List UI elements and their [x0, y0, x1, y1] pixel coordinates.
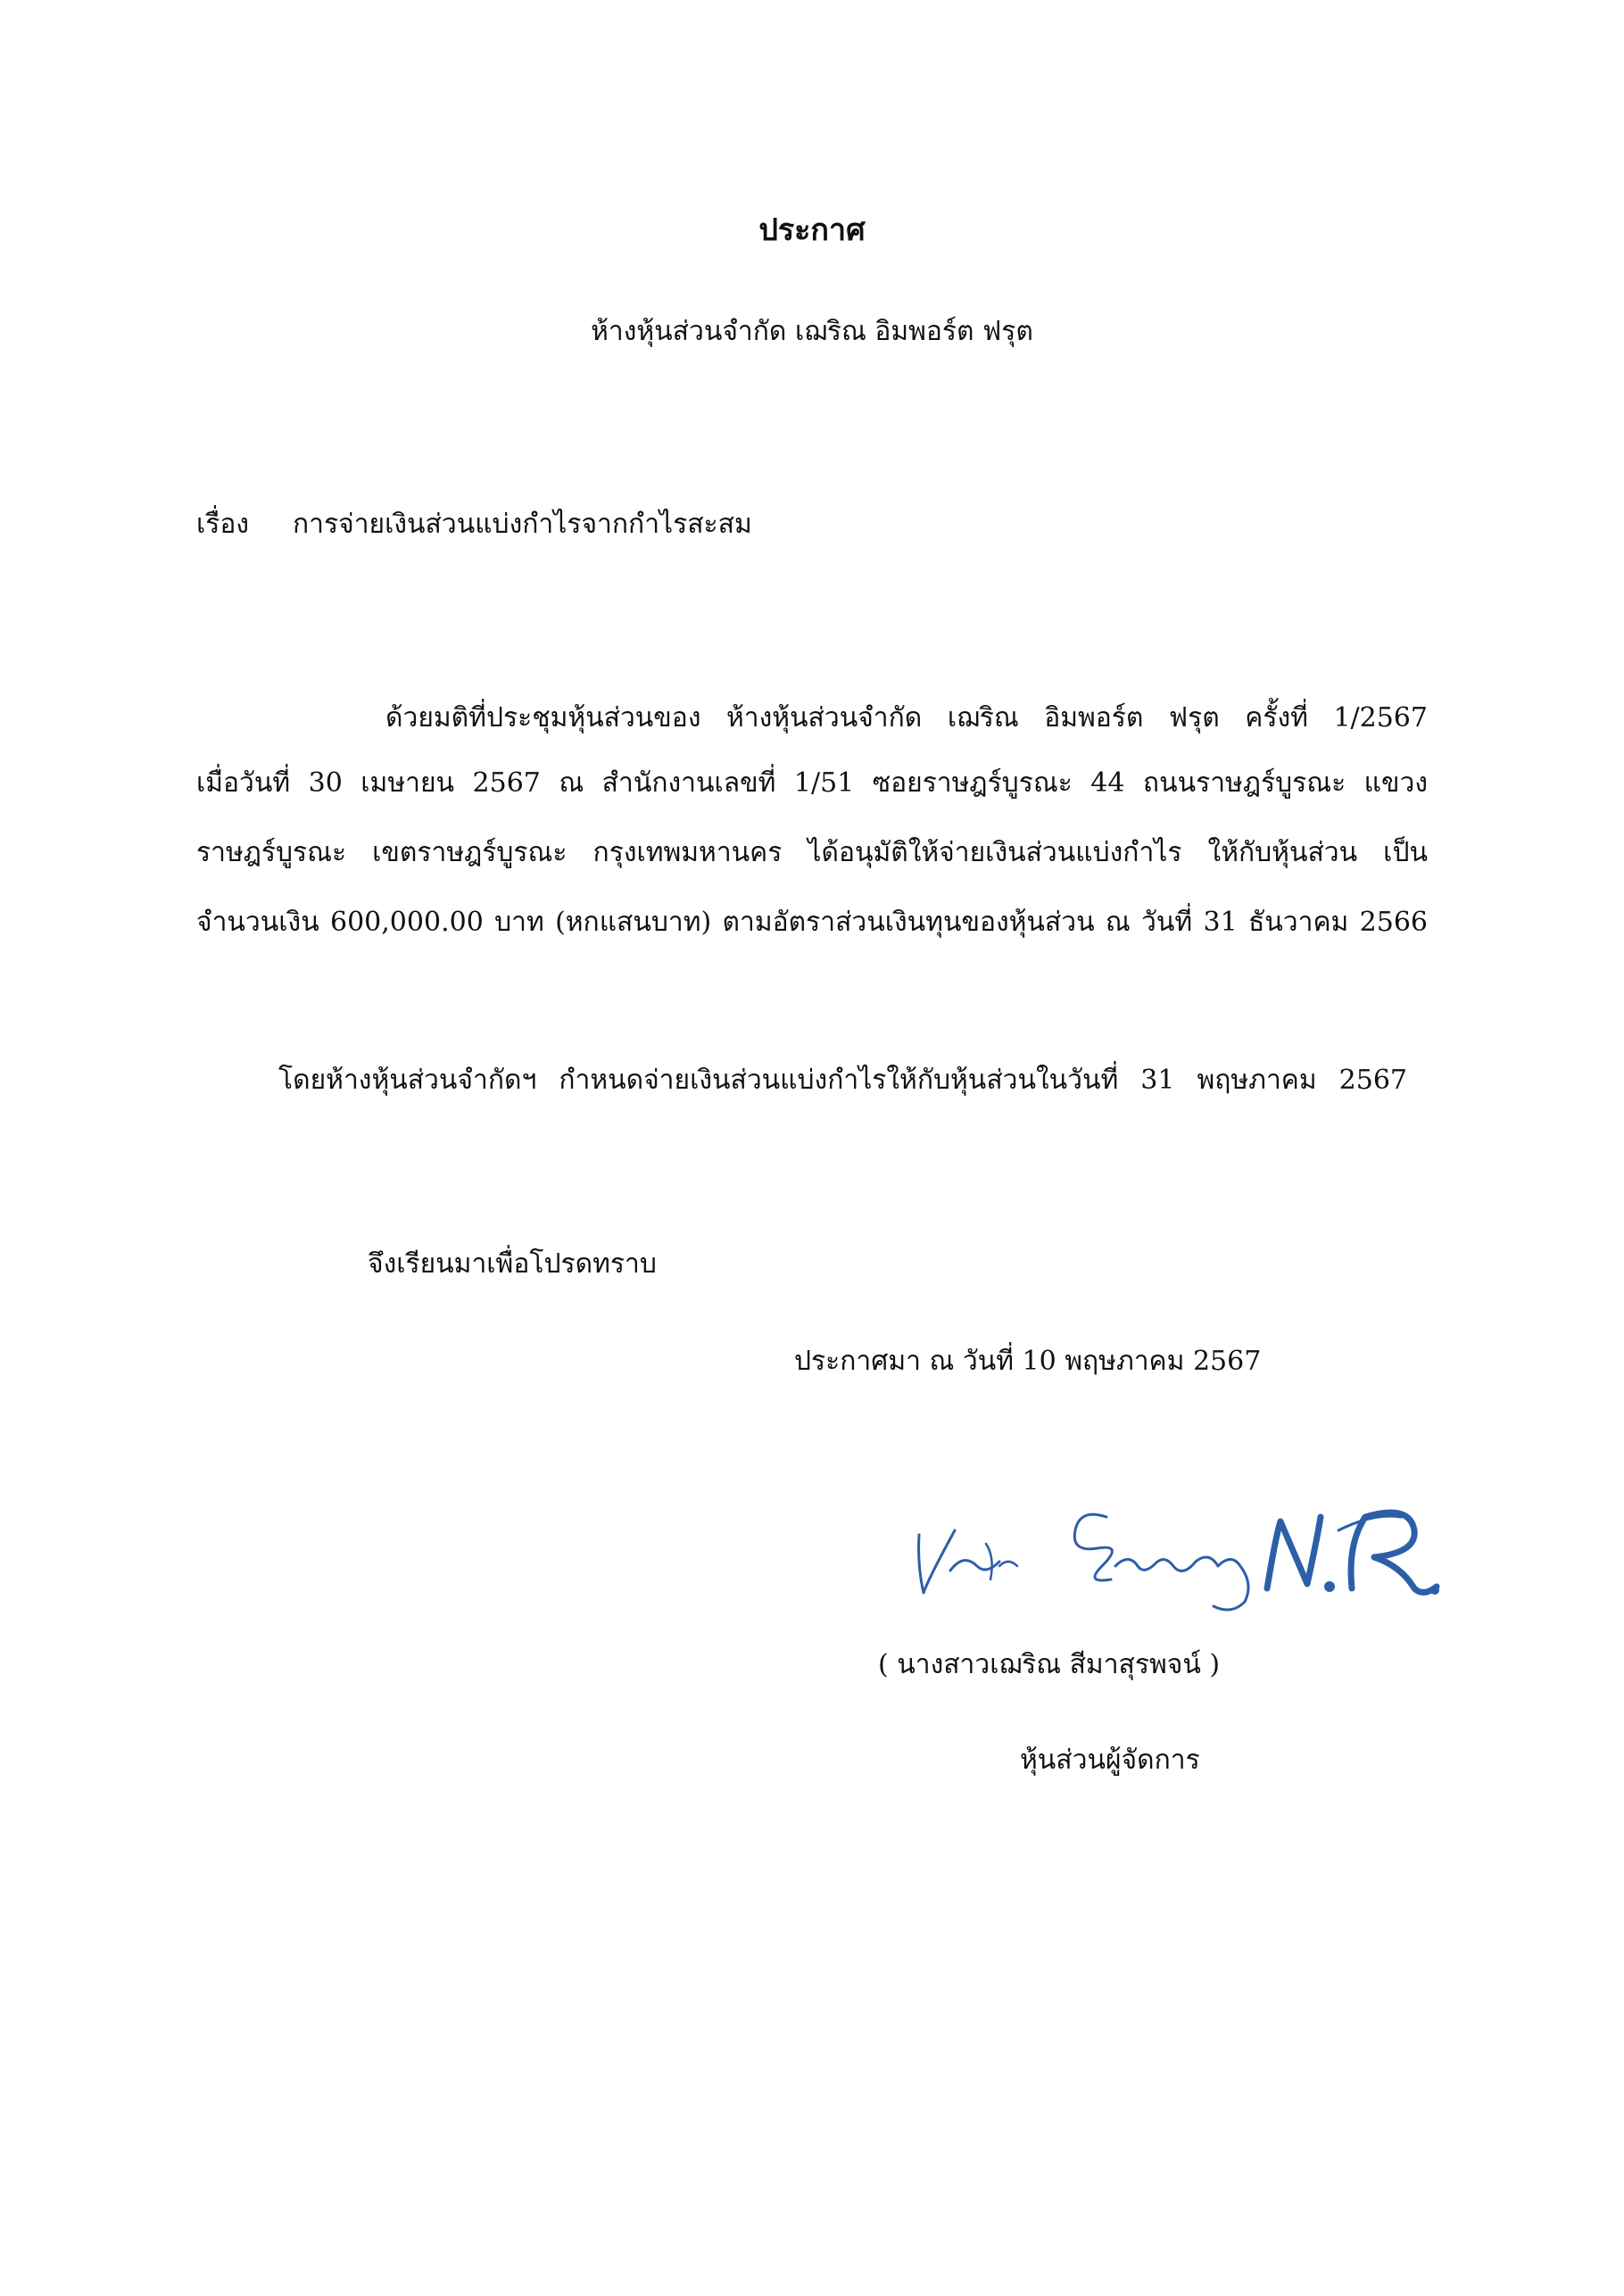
handwritten-signature — [901, 1481, 1446, 1615]
subject-text: การจ่ายเงินส่วนแบ่งกำไรจากกำไรสะสม — [293, 509, 752, 540]
company-name: ห้างหุ้นส่วนจำกัด เฌริณ อิมพอร์ต ฟรุต — [591, 316, 1033, 347]
announcement-date: ประกาศมา ณ วันที่ 10 พฤษภาคม 2567 — [794, 1346, 1262, 1377]
body-line-2: เมื่อวันที่ 30 เมษายน 2567 ณ สำนักงานเลขที่ 1/51 ซอยราษฎร์บูรณะ 44 ถนนราษฎร์บูรณะ แขวง — [196, 767, 1428, 799]
closing-text: จึงเรียนมาเพื่อโปรดทราบ — [368, 1248, 657, 1280]
signatory-position: หุ้นส่วนผู้จัดการ — [1020, 1745, 1200, 1776]
body-line-3: ราษฎร์บูรณะ เขตราษฎร์บูรณะ กรุงเทพมหานคร ได้อนุมัติให้จ่ายเงินส่วนแบ่งกำไร ให้กับหุ้นส่วน เป็น — [196, 837, 1428, 868]
payment-paragraph: โดยห้างหุ้นส่วนจำกัดฯ กำหนดจ่ายเงินส่วนแบ่งกำไรให้กับหุ้นส่วนในวันที่ 31 พฤษภาคม 2567 — [278, 1065, 1407, 1096]
document-title: ประกาศ — [758, 212, 866, 248]
signatory-name: ( นางสาวเฌริณ สีมาสุรพจน์ ) — [878, 1649, 1221, 1680]
body-line-4: จำนวนเงิน 600,000.00 บาท (หกแสนบาท) ตามอัตราส่วนเงินทุนของหุ้นส่วน ณ วันที่ 31 ธันวาคม 2566 — [196, 907, 1428, 938]
body-line-1: ด้วยมติที่ประชุมหุ้นส่วนของ ห้างหุ้นส่วนจำกัด เฌริณ อิมพอร์ต ฟรุต ครั้งที่ 1/2567 — [385, 702, 1428, 734]
subject-label: เรื่อง — [196, 509, 250, 540]
